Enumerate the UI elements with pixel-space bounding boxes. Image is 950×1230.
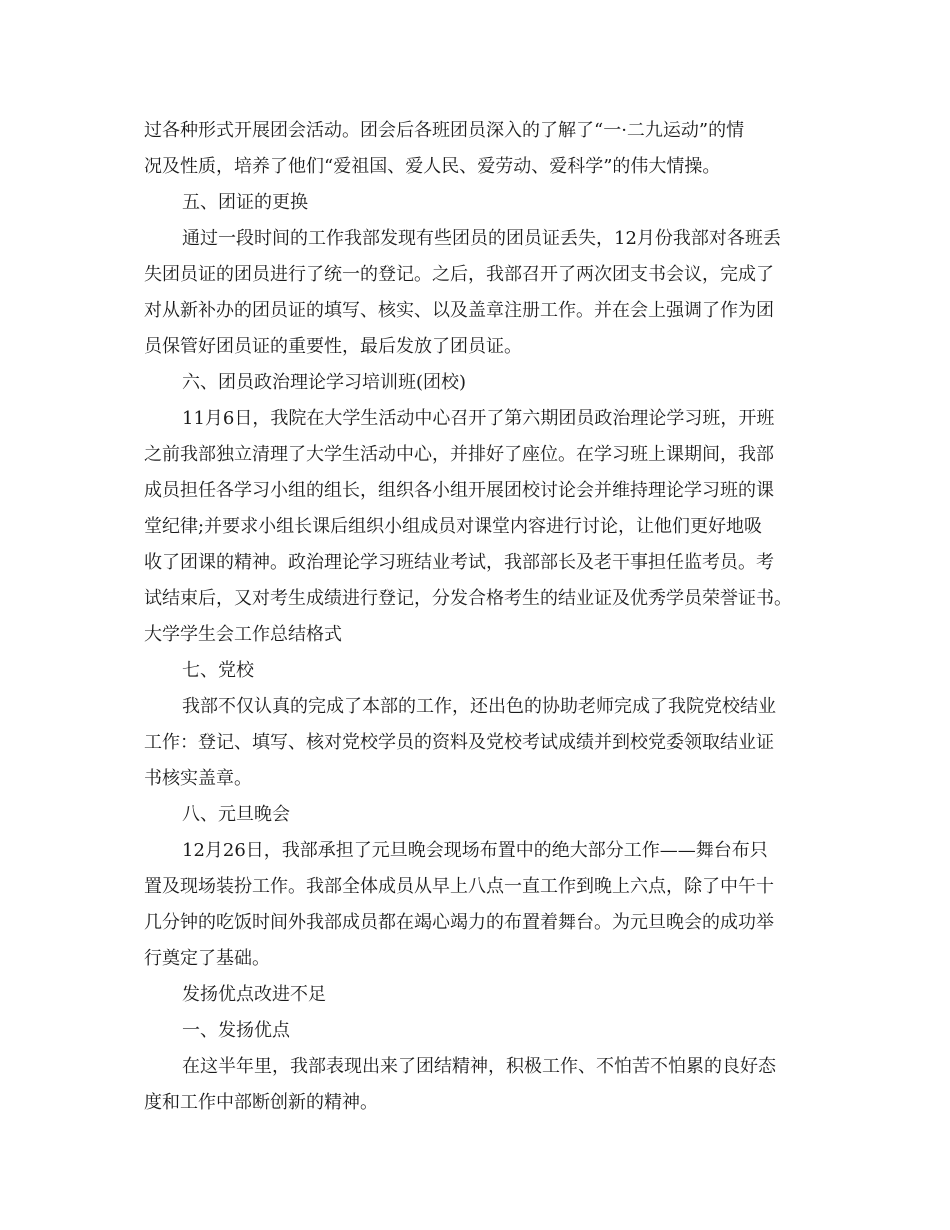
section-heading: 六、团员政治理论学习培训班(团校) xyxy=(182,372,467,393)
paragraph-line: 工作：登记、填写、核对党校学员的资料及党校考试成绩并到校党委领取结业证 xyxy=(144,732,774,753)
paragraph-line: 对从新补办的团员证的填写、核实、以及盖章注册工作。并在会上强调了作为团 xyxy=(144,300,774,321)
paragraph-line: 试结束后，又对考生成绩进行登记，分发合格考生的结业证及优秀学员荣誉证书。 xyxy=(144,588,792,609)
section-heading: 发扬优点改进不足 xyxy=(182,984,326,1005)
paragraph-line: 我部不仅认真的完成了本部的工作，还出色的协助老师完成了我院党校结业 xyxy=(182,696,776,717)
paragraph-line: 度和工作中部断创新的精神。 xyxy=(144,1092,378,1113)
paragraph-line: 通过一段时间的工作我部发现有些团员的团员证丢失，12月份我部对各班丢 xyxy=(182,228,781,249)
section-heading: 八、元旦晚会 xyxy=(182,804,290,825)
inline-title: 大学学生会工作总结格式 xyxy=(144,624,342,645)
section-heading: 一、发扬优点 xyxy=(182,1020,290,1041)
paragraph-line: 行奠定了基础。 xyxy=(144,948,270,969)
paragraph-line: 12月26日，我部承担了元旦晚会现场布置中的绝大部分工作——舞台布只 xyxy=(182,840,768,861)
section-heading: 五、团证的更换 xyxy=(182,192,308,213)
paragraph-line: 成员担任各学习小组的组长，组织各小组开展团校讨论会并维持理论学习班的课 xyxy=(144,480,774,501)
paragraph-line: 书核实盖章。 xyxy=(144,768,252,789)
section-heading: 七、党校 xyxy=(182,660,254,681)
paragraph-line: 几分钟的吃饭时间外我部成员都在竭心竭力的布置着舞台。为元旦晚会的成功举 xyxy=(144,912,774,933)
paragraph-line: 失团员证的团员进行了统一的登记。之后，我部召开了两次团支书会议，完成了 xyxy=(144,264,774,285)
paragraph-line: 之前我部独立清理了大学生活动中心，并排好了座位。在学习班上课期间，我部 xyxy=(144,444,774,465)
paragraph-line: 收了团课的精神。政治理论学习班结业考试，我部部长及老干事担任监考员。考 xyxy=(144,552,774,573)
paragraph-line: 在这半年里，我部表现出来了团结精神，积极工作、不怕苦不怕累的良好态 xyxy=(182,1056,776,1077)
paragraph-line: 11月6日，我院在大学生活动中心召开了第六期团员政治理论学习班，开班 xyxy=(182,408,775,429)
paragraph-line: 员保管好团员证的重要性，最后发放了团员证。 xyxy=(144,336,522,357)
paragraph-line: 堂纪律;并要求小组长课后组织小组成员对课堂内容进行讨论，让他们更好地吸 xyxy=(144,516,763,537)
paragraph-line: 过各种形式开展团会活动。团会后各班团员深入的了解了“一·二九运动”的情 xyxy=(144,120,745,141)
paragraph-line: 置及现场装扮工作。我部全体成员从早上八点一直工作到晚上六点，除了中午十 xyxy=(144,876,774,897)
paragraph-line: 况及性质，培养了他们“爱祖国、爱人民、爱劳动、爱科学”的伟大情操。 xyxy=(144,156,721,177)
